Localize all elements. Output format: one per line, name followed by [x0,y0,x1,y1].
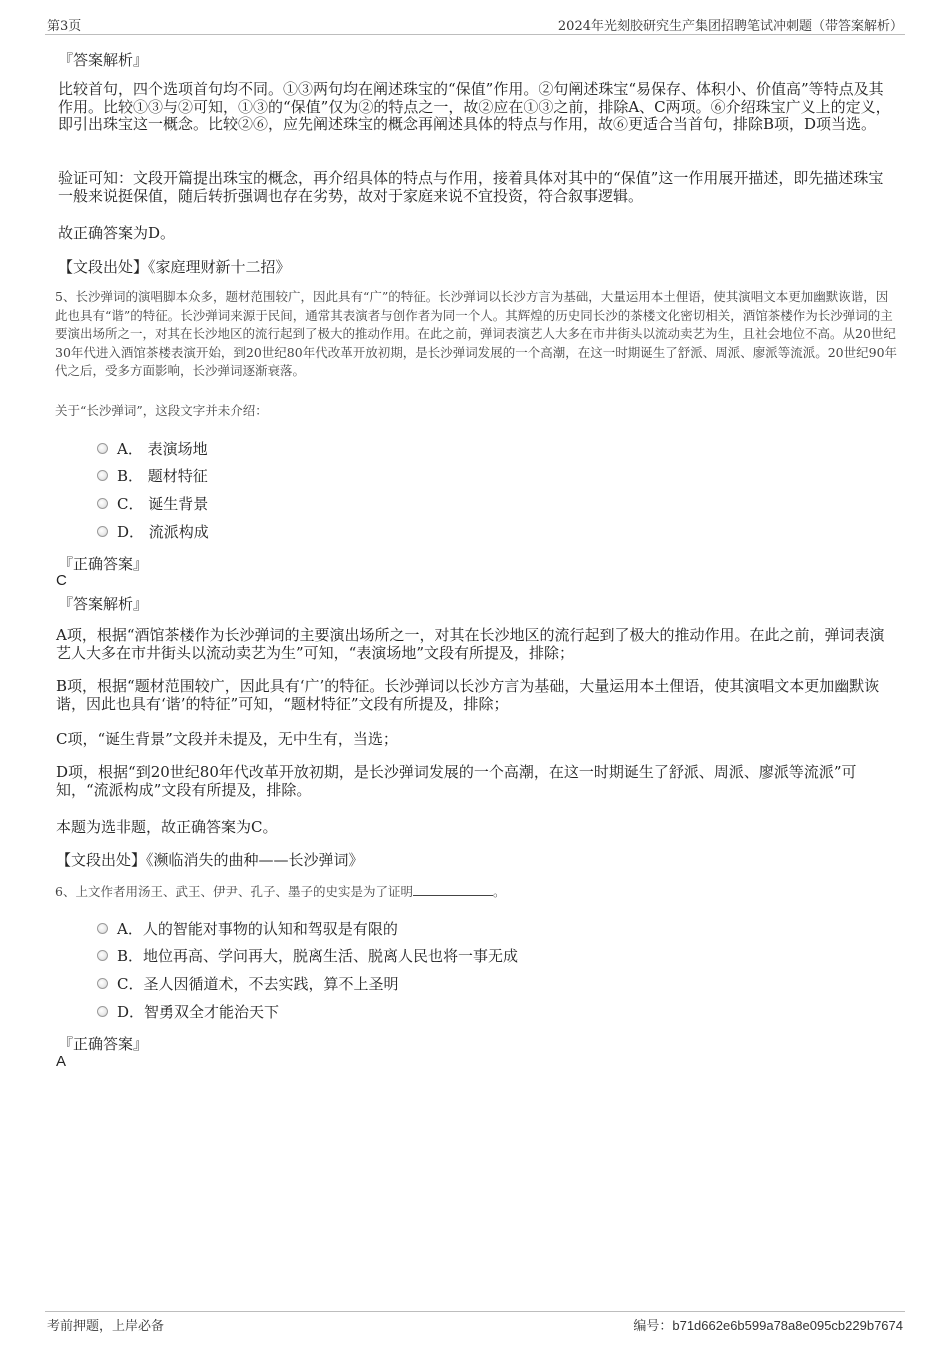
option-label: A．人的智能对事物的认知和驾驭是有限的 [117,920,398,938]
option-label: C． 诞生背景 [117,495,209,513]
option-label: C．圣人因循道术，不去实践，算不上圣明 [117,975,399,993]
q6-stem-end: 。 [492,884,506,899]
code-value: b71d662e6b599a78a8e095cb229b7674 [672,1318,903,1333]
q4-analysis-label: 『答案解析』 [58,51,149,69]
option-label: D． 流派构成 [117,523,209,541]
option-label: B． 题材特征 [117,467,208,485]
answer-blank [413,883,493,896]
radio-button-icon[interactable] [97,498,108,509]
code-label: 编号： [633,1319,673,1334]
q5-correct-label: 『正确答案』 [58,555,149,573]
document-code [633,1315,903,1334]
q5-correct-answer: C [56,572,67,589]
document-title: 2024年光刻胶研究生产集团招聘笔试冲刺题（带答案解析） [557,19,903,34]
q5-stem: 5、长沙弹词的演唱脚本众多，题材范围较广，因此具有“广”的特征。长沙弹词以长沙方言为基础，大量运用本土俚语，使其演唱文本更加幽默诙谐，因此也具有“谐”的特征。长沙弹词来源于民间，通常其表演者与创作者为同一个人。其辉煌的历史同长沙的茶楼文化密切相关，酒馆茶楼作为长沙弹词的主要演出场所之一，对其在长沙地区的流行起到了极大的推动作用。在此之前，弹词表演艺人大多在市井街头以流动卖艺为生，且社会地位不高。从20世纪30年代进入酒馆茶楼表演开始，到20世纪80年代改革开放初期，是长沙弹词发展的一个高潮，在这一时期诞生了舒派、周派、廖派等流派。20世纪90年代之后，受多方面影响，长沙弹词逐渐衰落。 [55,289,898,378]
q4-conclusion: 故正确答案为D。 [58,224,176,242]
q4-analysis-paragraph-2: 验证可知：文段开篇提出珠宝的概念，再介绍具体的特点与作用，接着具体对其中的“保值”这一作用展开描述，即先描述珠宝一般来说挺保值，随后转折强调也存在劣势，故对于家庭来说不宜投资，符合叙事逻辑。 [58,169,884,205]
q6-stem-text: 6、上文作者用汤王、武王、伊尹、孔子、墨子的史实是为了证明 [55,884,413,899]
radio-button-icon[interactable] [97,978,108,989]
q5-question: 关于“长沙弹词”，这段文字并未介绍： [55,403,268,418]
page-header [45,14,905,35]
option-label: D．智勇双全才能治天下 [117,1003,280,1021]
option-label: B．地位再高、学问再大，脱离生活、脱离人民也将一事无成 [117,947,519,965]
q4-source: 【文段出处】《家庭理财新十二招》 [58,258,291,276]
page-footer [45,1311,905,1334]
q5-analysis-c: C项，“诞生背景”文段并未提及，无中生有，当选； [56,730,398,748]
q6-stem [55,883,900,902]
q6-correct-answer: A [56,1053,67,1070]
option-label: A． 表演场地 [117,440,208,458]
radio-button-icon[interactable] [97,443,108,454]
radio-button-icon[interactable] [97,950,108,961]
q5-conclusion: 本题为选非题，故正确答案为C。 [56,818,278,836]
q4-analysis-paragraph-1: 比较首句，四个选项首句均不同。①③两句均在阐述珠宝的“保值”作用。②句阐述珠宝“易保存、体积小、价值高”等特点及其作用。比较①③与②可知，①③的“保值”仅为②的特点之一，故②应在①③之前，排除A、C两项。⑥介绍珠宝广义上的定义，即引出珠宝这一概念。比较②⑥，应先阐述珠宝的概念再阐述具体的特点与作用，故⑥更适合当首句，排除B项，D项当选。 [58,80,891,133]
radio-button-icon[interactable] [97,470,108,481]
q6-correct-label: 『正确答案』 [58,1035,149,1053]
q5-analysis-b: B项，根据“题材范围较广，因此具有‘广’的特征。长沙弹词以长沙方言为基础，大量运用本土俚语，使其演唱文本更加幽默诙谐，因此也具有‘谐’的特征”可知，“题材特征”文段有所提及，排除； [56,677,880,713]
q5-analysis-a: A项，根据“酒馆茶楼作为长沙弹词的主要演出场所之一，对其在长沙地区的流行起到了极大的推动作用。在此之前，弹词表演艺人大多在市井街头以流动卖艺为生”可知，“表演场地”文段有所提及，排除； [56,626,885,662]
radio-button-icon[interactable] [97,526,108,537]
page-number: 第3页 [47,19,82,34]
radio-button-icon[interactable] [97,923,108,934]
radio-button-icon[interactable] [97,1006,108,1017]
q5-analysis-d: D项，根据“到20世纪80年代改革开放初期，是长沙弹词发展的一个高潮，在这一时期诞生了舒派、周派、廖派等流派”可知，“流派构成”文段有所提及，排除。 [56,763,857,799]
footer-slogan: 考前押题，上岸必备 [47,1319,165,1334]
q5-source: 【文段出处】《濒临消失的曲种——长沙弹词》 [56,851,364,869]
q5-analysis-label: 『答案解析』 [58,595,149,613]
